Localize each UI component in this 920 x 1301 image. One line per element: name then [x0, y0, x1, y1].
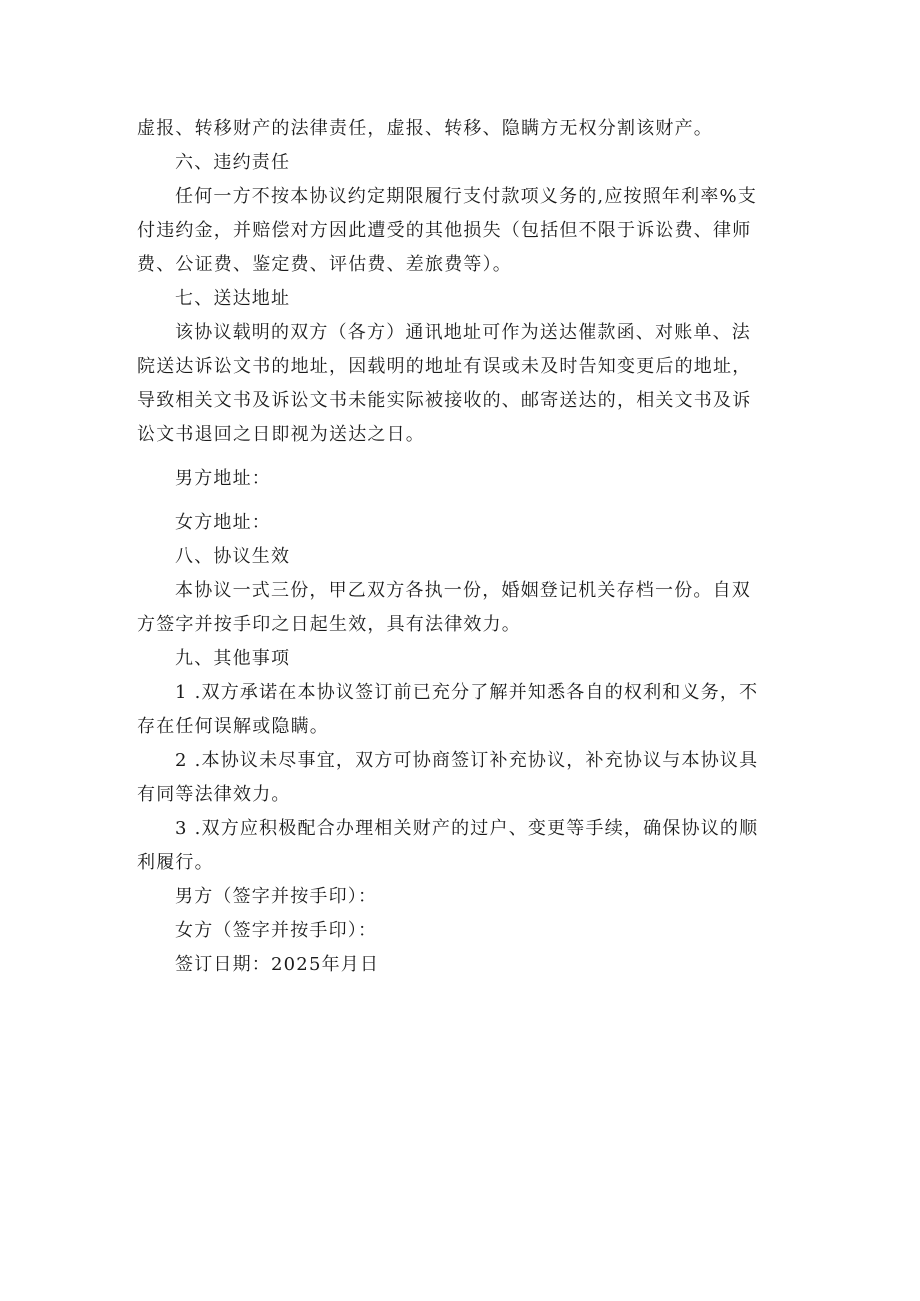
text-line: 存在任何误解或隐瞒。	[137, 716, 329, 737]
text-line: 利履行。	[137, 852, 214, 873]
male-address-label: 男方地址：	[175, 468, 271, 489]
text-line: 2 .本协议未尽事宜，双方可协商签订补充协议，补充协议与本协议具	[175, 750, 759, 771]
signing-date-label: 签订日期：2025年月日	[175, 954, 380, 975]
male-signature-label: 男方（签字并按手印）：	[175, 886, 378, 907]
female-address-label: 女方地址：	[175, 512, 271, 533]
text-line: 任何一方不按本协议约定期限履行支付款项义务的,应按照年利率%支	[175, 186, 758, 207]
section-heading-effect: 八、协议生效	[175, 546, 291, 567]
female-signature-label: 女方（签字并按手印）：	[175, 920, 378, 941]
text-line: 方签字并按手印之日起生效，具有法律效力。	[137, 614, 521, 635]
agreement-text	[137, 112, 787, 982]
text-line: 费、公证费、鉴定费、评估费、差旅费等）。	[137, 254, 512, 275]
text-line: 有同等法律效力。	[137, 784, 291, 805]
text-line: 付违约金，并赔偿对方因此遭受的其他损失（包括但不限于诉讼费、律师	[137, 220, 752, 241]
section-heading-other: 九、其他事项	[175, 648, 291, 669]
text-line: 导致相关文书及诉讼文书未能实际被接收的、邮寄送达的，相关文书及诉	[137, 390, 752, 411]
text-line: 1 .双方承诺在本协议签订前已充分了解并知悉各自的权利和义务，不	[175, 682, 759, 703]
section-heading-delivery: 七、送达地址	[175, 288, 291, 309]
text-line: 该协议载明的双方（各方）通讯地址可作为送达催款函、对账单、法	[175, 322, 751, 343]
text-line: 本协议一式三份，甲乙双方各执一份，婚姻登记机关存档一份。自双	[175, 580, 751, 601]
text-line: 院送达诉讼文书的地址，因载明的地址有误或未及时告知变更后的地址，	[137, 356, 752, 377]
section-heading-breach: 六、违约责任	[175, 152, 291, 173]
text-line: 讼文书退回之日即视为送达之日。	[137, 424, 425, 445]
text-line: 3 .双方应积极配合办理相关财产的过户、变更等手续，确保协议的顺	[175, 818, 759, 839]
text-line: 虚报、转移财产的法律责任，虚报、转移、隐瞒方无权分割该财产。	[137, 118, 713, 139]
